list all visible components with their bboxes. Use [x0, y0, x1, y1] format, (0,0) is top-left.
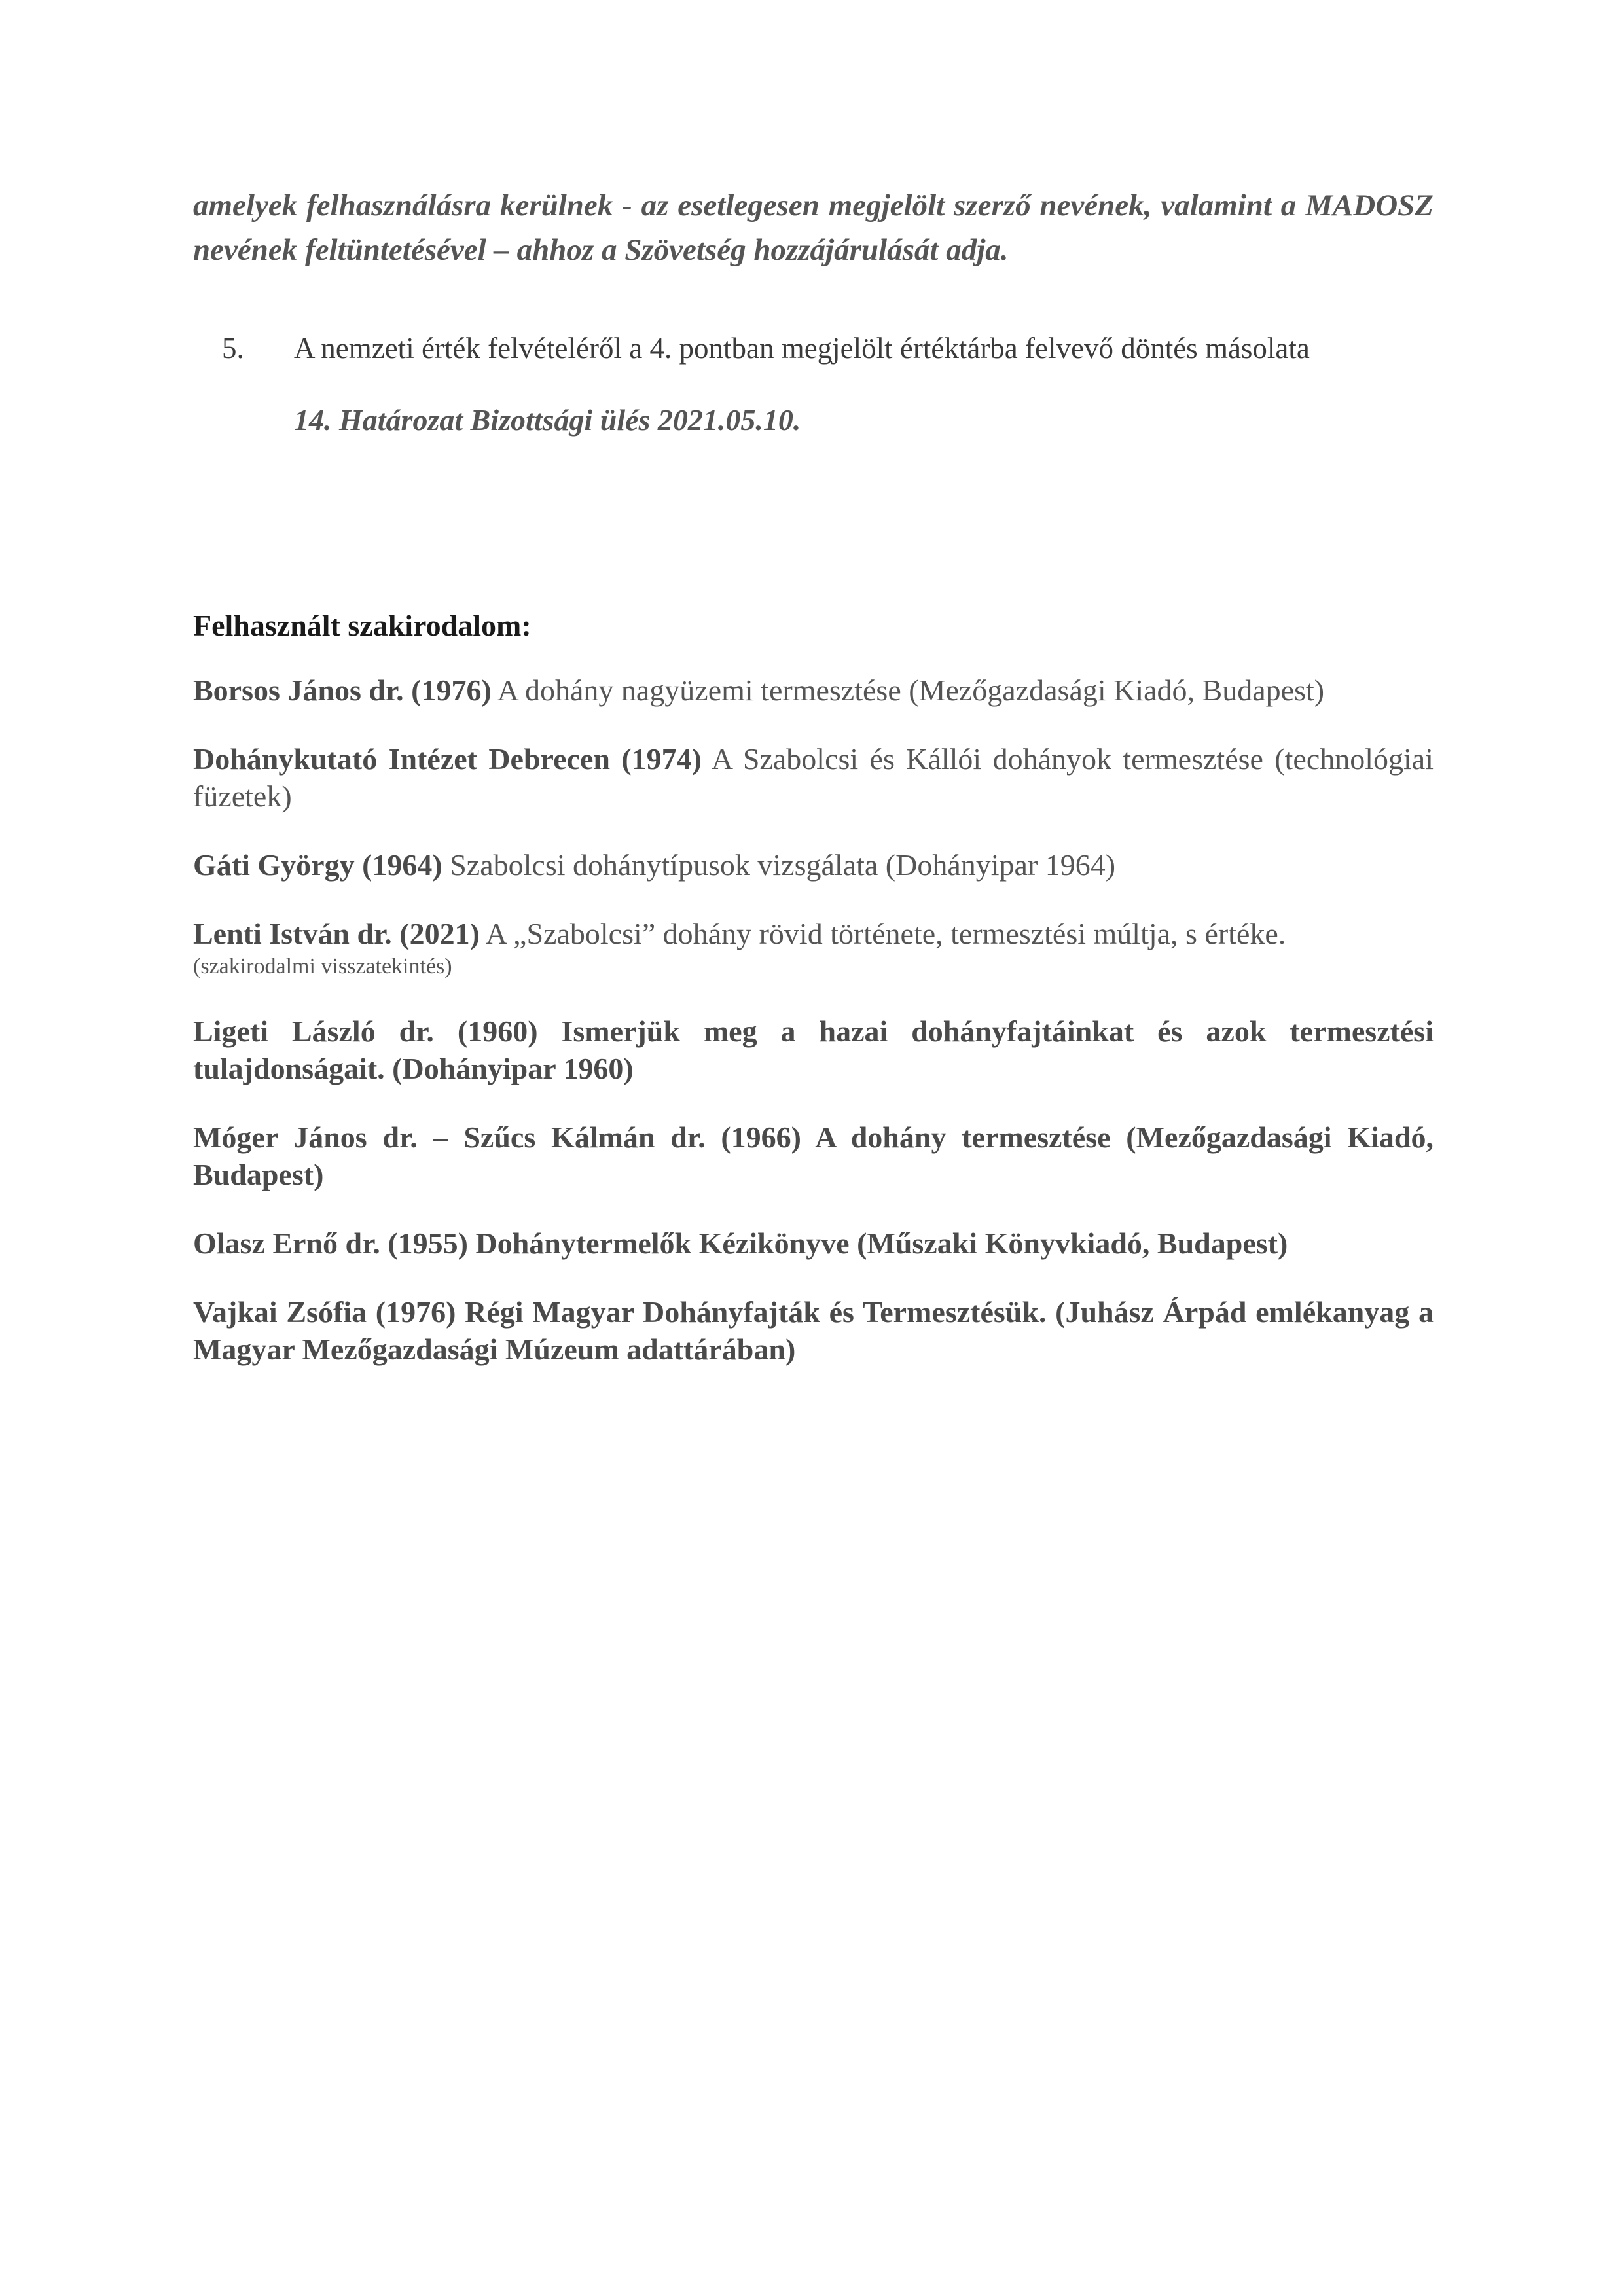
reference-title: A „Szabolcsi” dohány rövid története, termesztési múltja, s értéke. [479, 917, 1286, 950]
reference-item: Vajkai Zsófia (1976) Régi Magyar Dohányfajták és Termesztésük. (Juhász Árpád emlékanyag a Magyar Mezőgazdasági Múzeum adattárában) [193, 1295, 1434, 1366]
reference-item [193, 740, 1434, 815]
reference-note: (szakirodalmi visszatekintés) [193, 954, 452, 978]
reference-item [193, 915, 1434, 981]
reference-author: Gáti György (1964) [193, 848, 442, 882]
reference-item: Móger János dr. – Szűcs Kálmán dr. (1966) A dohány termesztése (Mezőgazdasági Kiadó, Budapest) [193, 1121, 1434, 1191]
numbered-item-5 [193, 329, 1434, 368]
decision-reference: 14. Határozat Bizottsági ülés 2021.05.10. [294, 403, 801, 437]
reference-item [193, 846, 1434, 884]
reference-title: Szabolcsi dohánytípusok vizsgálata (Dohányipar 1964) [442, 848, 1116, 882]
reference-title: A Szabolcsi és Kállói dohányok termesztése (technológiai füzetek) [193, 742, 1434, 813]
item-number: 5. [222, 332, 244, 365]
document-page [193, 183, 1434, 1368]
reference-author: Borsos János dr. (1976) [193, 673, 492, 707]
reference-author: Lenti István dr. (2021) [193, 917, 480, 950]
bibliography-heading: Felhasznált szakirodalom: [193, 609, 532, 642]
reference-title: A dohány nagyüzemi termesztése (Mezőgazdasági Kiadó, Budapest) [491, 673, 1325, 707]
reference-author: Dohánykutató Intézet Debrecen (1974) [193, 742, 702, 776]
item-text: A nemzeti érték felvételéről a 4. pontban megjelölt értéktárba felvevő döntés másolata [294, 332, 1310, 365]
intro-paragraph: amelyek felhasználásra kerülnek - az esetlegesen megjelölt szerző nevének, valamint a MADOSZ nevének feltüntetésével – ahhoz a Szövetség hozzájárulását adja. [193, 188, 1434, 267]
reference-item: Ligeti László dr. (1960) Ismerjük meg a hazai dohányfajtáinkat és azok termesztési tulajdonságait. (Dohányipar 1960) [193, 1014, 1434, 1085]
reference-item: Olasz Ernő dr. (1955) Dohánytermelők Kézikönyve (Műszaki Könyvkiadó, Budapest) [193, 1227, 1288, 1260]
reference-item [193, 672, 1434, 709]
